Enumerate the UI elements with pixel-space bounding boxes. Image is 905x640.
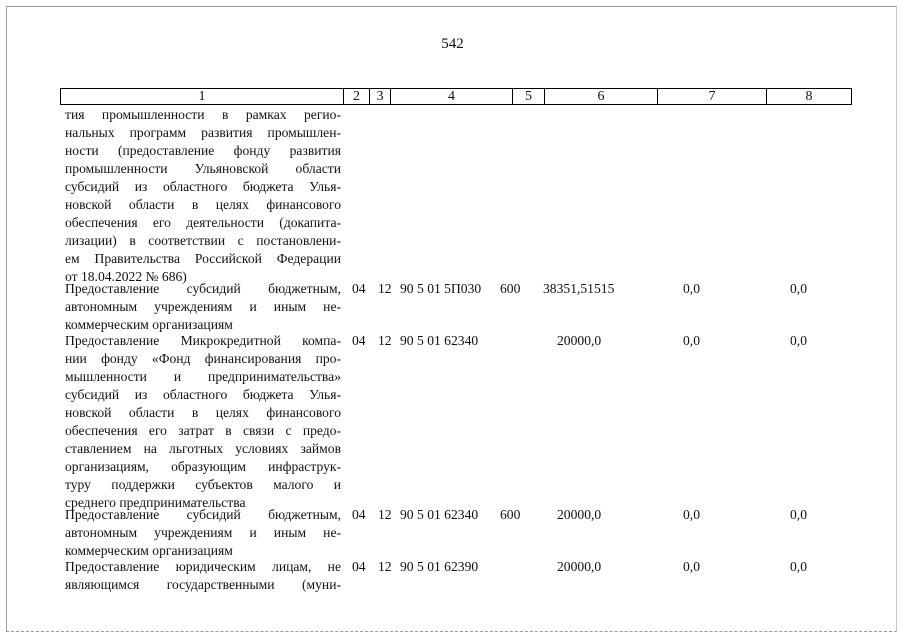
- text-line: организациям, образующим инфраструк-: [65, 459, 341, 474]
- text-line: автономным учреждениям и иным не-: [65, 299, 341, 314]
- subsection-code: 12: [378, 281, 392, 296]
- subsection-code: 12: [378, 333, 392, 348]
- text-line: от 18.04.2022 № 686): [65, 269, 187, 284]
- text-line: нии фонду «Фонд финансирования про-: [65, 351, 341, 366]
- text-line: субсидий из областного бюджета Улья-: [65, 387, 341, 402]
- target-article-code: 90 5 01 62340: [400, 333, 479, 348]
- table-row-description: [65, 106, 341, 286]
- target-article-code: 90 5 01 62390: [400, 559, 479, 574]
- text-line: среднего предпринимательства: [65, 495, 246, 510]
- section-code: 04: [352, 333, 366, 348]
- text-line: субсидий из областного бюджета Улья-: [65, 179, 341, 194]
- header-col-5: 5: [513, 89, 545, 104]
- text-line: Предоставление субсидий бюджетным,: [65, 281, 341, 296]
- text-line: промышленности Ульяновской области: [65, 161, 341, 176]
- header-col-1: 1: [61, 89, 344, 104]
- text-line: Предоставление юридическим лицам, не: [65, 559, 341, 574]
- amount-col-7: 0,0: [683, 507, 700, 522]
- header-col-6: 6: [545, 89, 658, 104]
- header-col-7: 7: [658, 89, 767, 104]
- text-line: являющимся государственными (муни-: [65, 577, 341, 592]
- text-line: ставлением на льготных условиях займов: [65, 441, 341, 456]
- text-line: Предоставление Микрокредитной компа-: [65, 333, 341, 348]
- text-line: новской области в целях финансового: [65, 197, 341, 212]
- header-col-2: 2: [344, 89, 370, 104]
- amount-col-6: 38351,51515: [543, 281, 615, 296]
- header-col-4: 4: [391, 89, 513, 104]
- target-article-code: 90 5 01 5П030: [400, 281, 482, 296]
- table-row-description: [65, 332, 341, 512]
- text-line: лизации) в соответствии с постановлени-: [65, 233, 341, 248]
- section-code: 04: [352, 559, 366, 574]
- section-code: 04: [352, 281, 366, 296]
- amount-col-7: 0,0: [683, 281, 700, 296]
- amount-col-6: 20000,0: [557, 333, 602, 348]
- amount-col-6: 20000,0: [557, 507, 602, 522]
- text-line: Предоставление субсидий бюджетным,: [65, 507, 341, 522]
- header-col-3: 3: [370, 89, 391, 104]
- text-line: новской области в целях финансового: [65, 405, 341, 420]
- text-line: коммерческим организациям: [65, 317, 233, 332]
- expense-type-code: 600: [500, 281, 521, 296]
- target-article-code: 90 5 01 62340: [400, 507, 479, 522]
- text-line: автономным учреждениям и иным не-: [65, 525, 341, 540]
- page-number: 542: [441, 36, 464, 52]
- text-line: обеспечения его деятельности (докапита-: [65, 215, 341, 230]
- table-header: [60, 88, 852, 105]
- text-line: туру поддержки субъектов малого и: [65, 477, 341, 492]
- text-line: обеспечения его затрат в связи с предо-: [65, 423, 341, 438]
- header-col-8: 8: [805, 89, 813, 104]
- amount-col-8: 0,0: [790, 559, 807, 574]
- section-code: 04: [352, 507, 366, 522]
- amount-col-8: 0,0: [790, 333, 807, 348]
- text-line: тия промышленности в рамках регио-: [65, 107, 341, 122]
- amount-col-8: 0,0: [790, 507, 807, 522]
- subsection-code: 12: [378, 559, 392, 574]
- amount-col-8: 0,0: [790, 281, 807, 296]
- table-row-description: [65, 506, 341, 560]
- amount-col-6: 20000,0: [557, 559, 602, 574]
- text-line: мышленности и предпринимательства»: [65, 369, 341, 384]
- subsection-code: 12: [378, 507, 392, 522]
- table-row-description: [65, 558, 341, 594]
- text-line: ем Правительства Российской Федерации: [65, 251, 341, 266]
- text-line: ности (предоставление фонду развития: [65, 143, 341, 158]
- text-line: коммерческим организациям: [65, 543, 233, 558]
- table-row-description: [65, 280, 341, 334]
- amount-col-7: 0,0: [683, 559, 700, 574]
- text-line: нальных программ развития промышлен-: [65, 125, 341, 140]
- expense-type-code: 600: [500, 507, 521, 522]
- amount-col-7: 0,0: [683, 333, 700, 348]
